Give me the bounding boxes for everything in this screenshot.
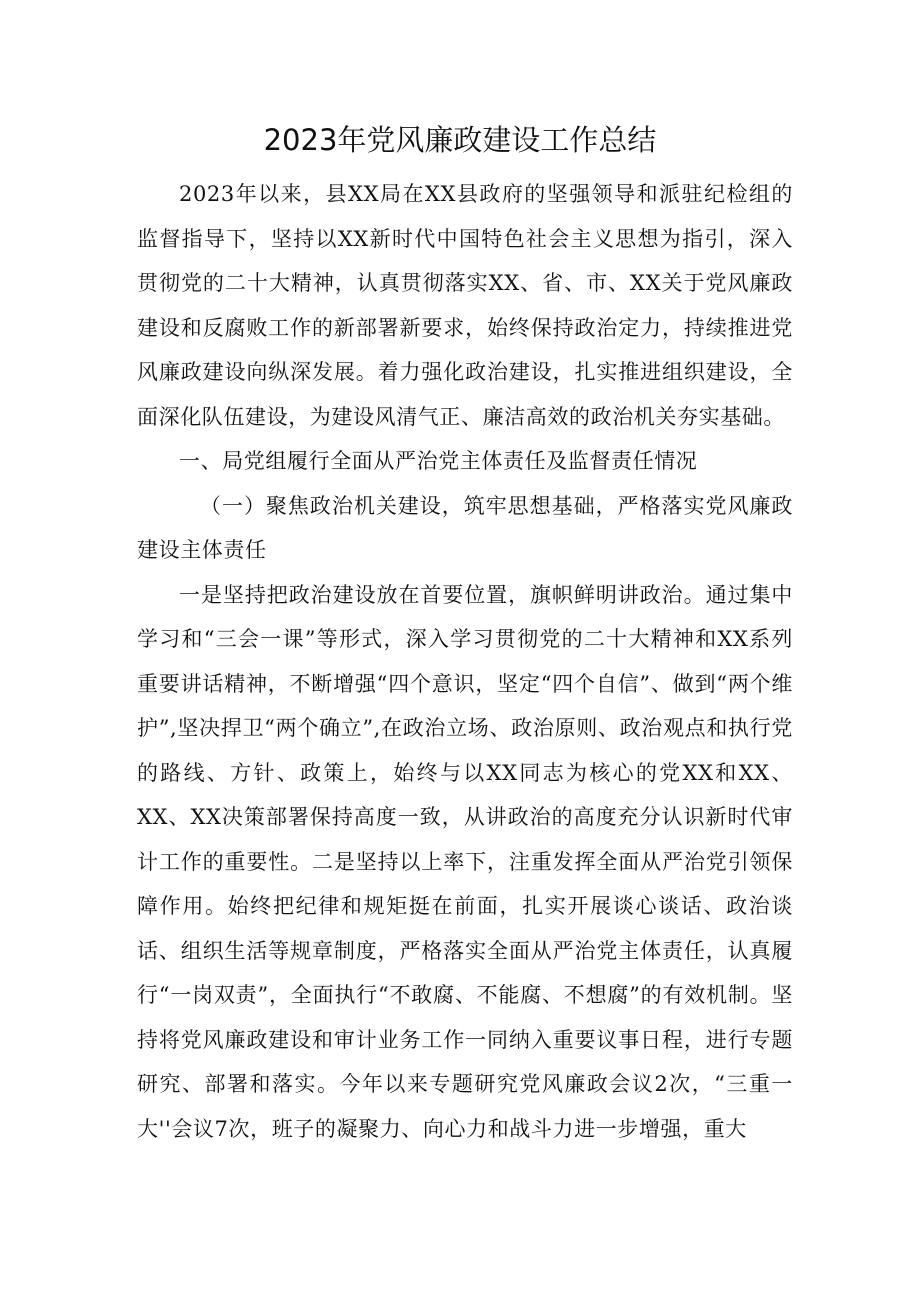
document-title: 2023年党风廉政建设工作总结	[263, 123, 657, 157]
body-paragraph: 一是坚持把政治建设放在首要位置，旗帜鲜明讲政治。通过集中学习和“三会一课”等形式，深入学习贯彻党的二十大精神和XX系列重要讲话精神，不断增强“四个意识，坚定“四个自信”、做到“两个维护”,坚决捍卫“两个确立”,在政治立场、政治原则、政治观点和执行党的路线、方针、政策上，始终与以XX同志为核心的党XX和XX、XX、XX决策部署保持高度一致，从讲政治的高度充分认识新时代审计工作的重要性。二是坚持以上率下，注重发挥全面从严治党引领保障作用。始终把纪律和规矩挺在前面，扎实开展谈心谈话、政治谈话、组织生活等规章制度，严格落实全面从严治党主体责任，认真履行“一岗双责”，全面执行“不敢腐、不能腐、不想腐”的有效机制。坚持将党风廉政建设和审计业务工作一同纳入重要议事日程，进行专题研究、部署和落实。今年以来专题研究党风廉政会议2次，“三重一大''会议7次，班子的凝聚力、向心力和战斗力进一步增强，重大	[137, 582, 793, 1141]
subsection-heading: （一）聚焦政治机关建设，筑牢思想基础，严格落实党风廉政建设主体责任	[137, 493, 793, 562]
section-heading: 一、局党组履行全面从严治党主体责任及监督责任情况	[179, 449, 698, 473]
intro-paragraph: 2023年以来，县XX局在XX县政府的坚强领导和派驻纪检组的监督指导下，坚持以XX新时代中国特色社会主义思想为指引，深入贯彻党的二十大精神，认真贯彻落实XX、省、市、XX关于党风廉政建设和反腐败工作的新部署新要求，始终保持政治定力，持续推进党风廉政建设向纵深发展。着力强化政治建设，扎实推进组织建设，全面深化队伍建设，为建设风清气正、廉洁高效的政治机关夯实基础。	[137, 182, 793, 429]
document-body	[137, 172, 793, 1151]
